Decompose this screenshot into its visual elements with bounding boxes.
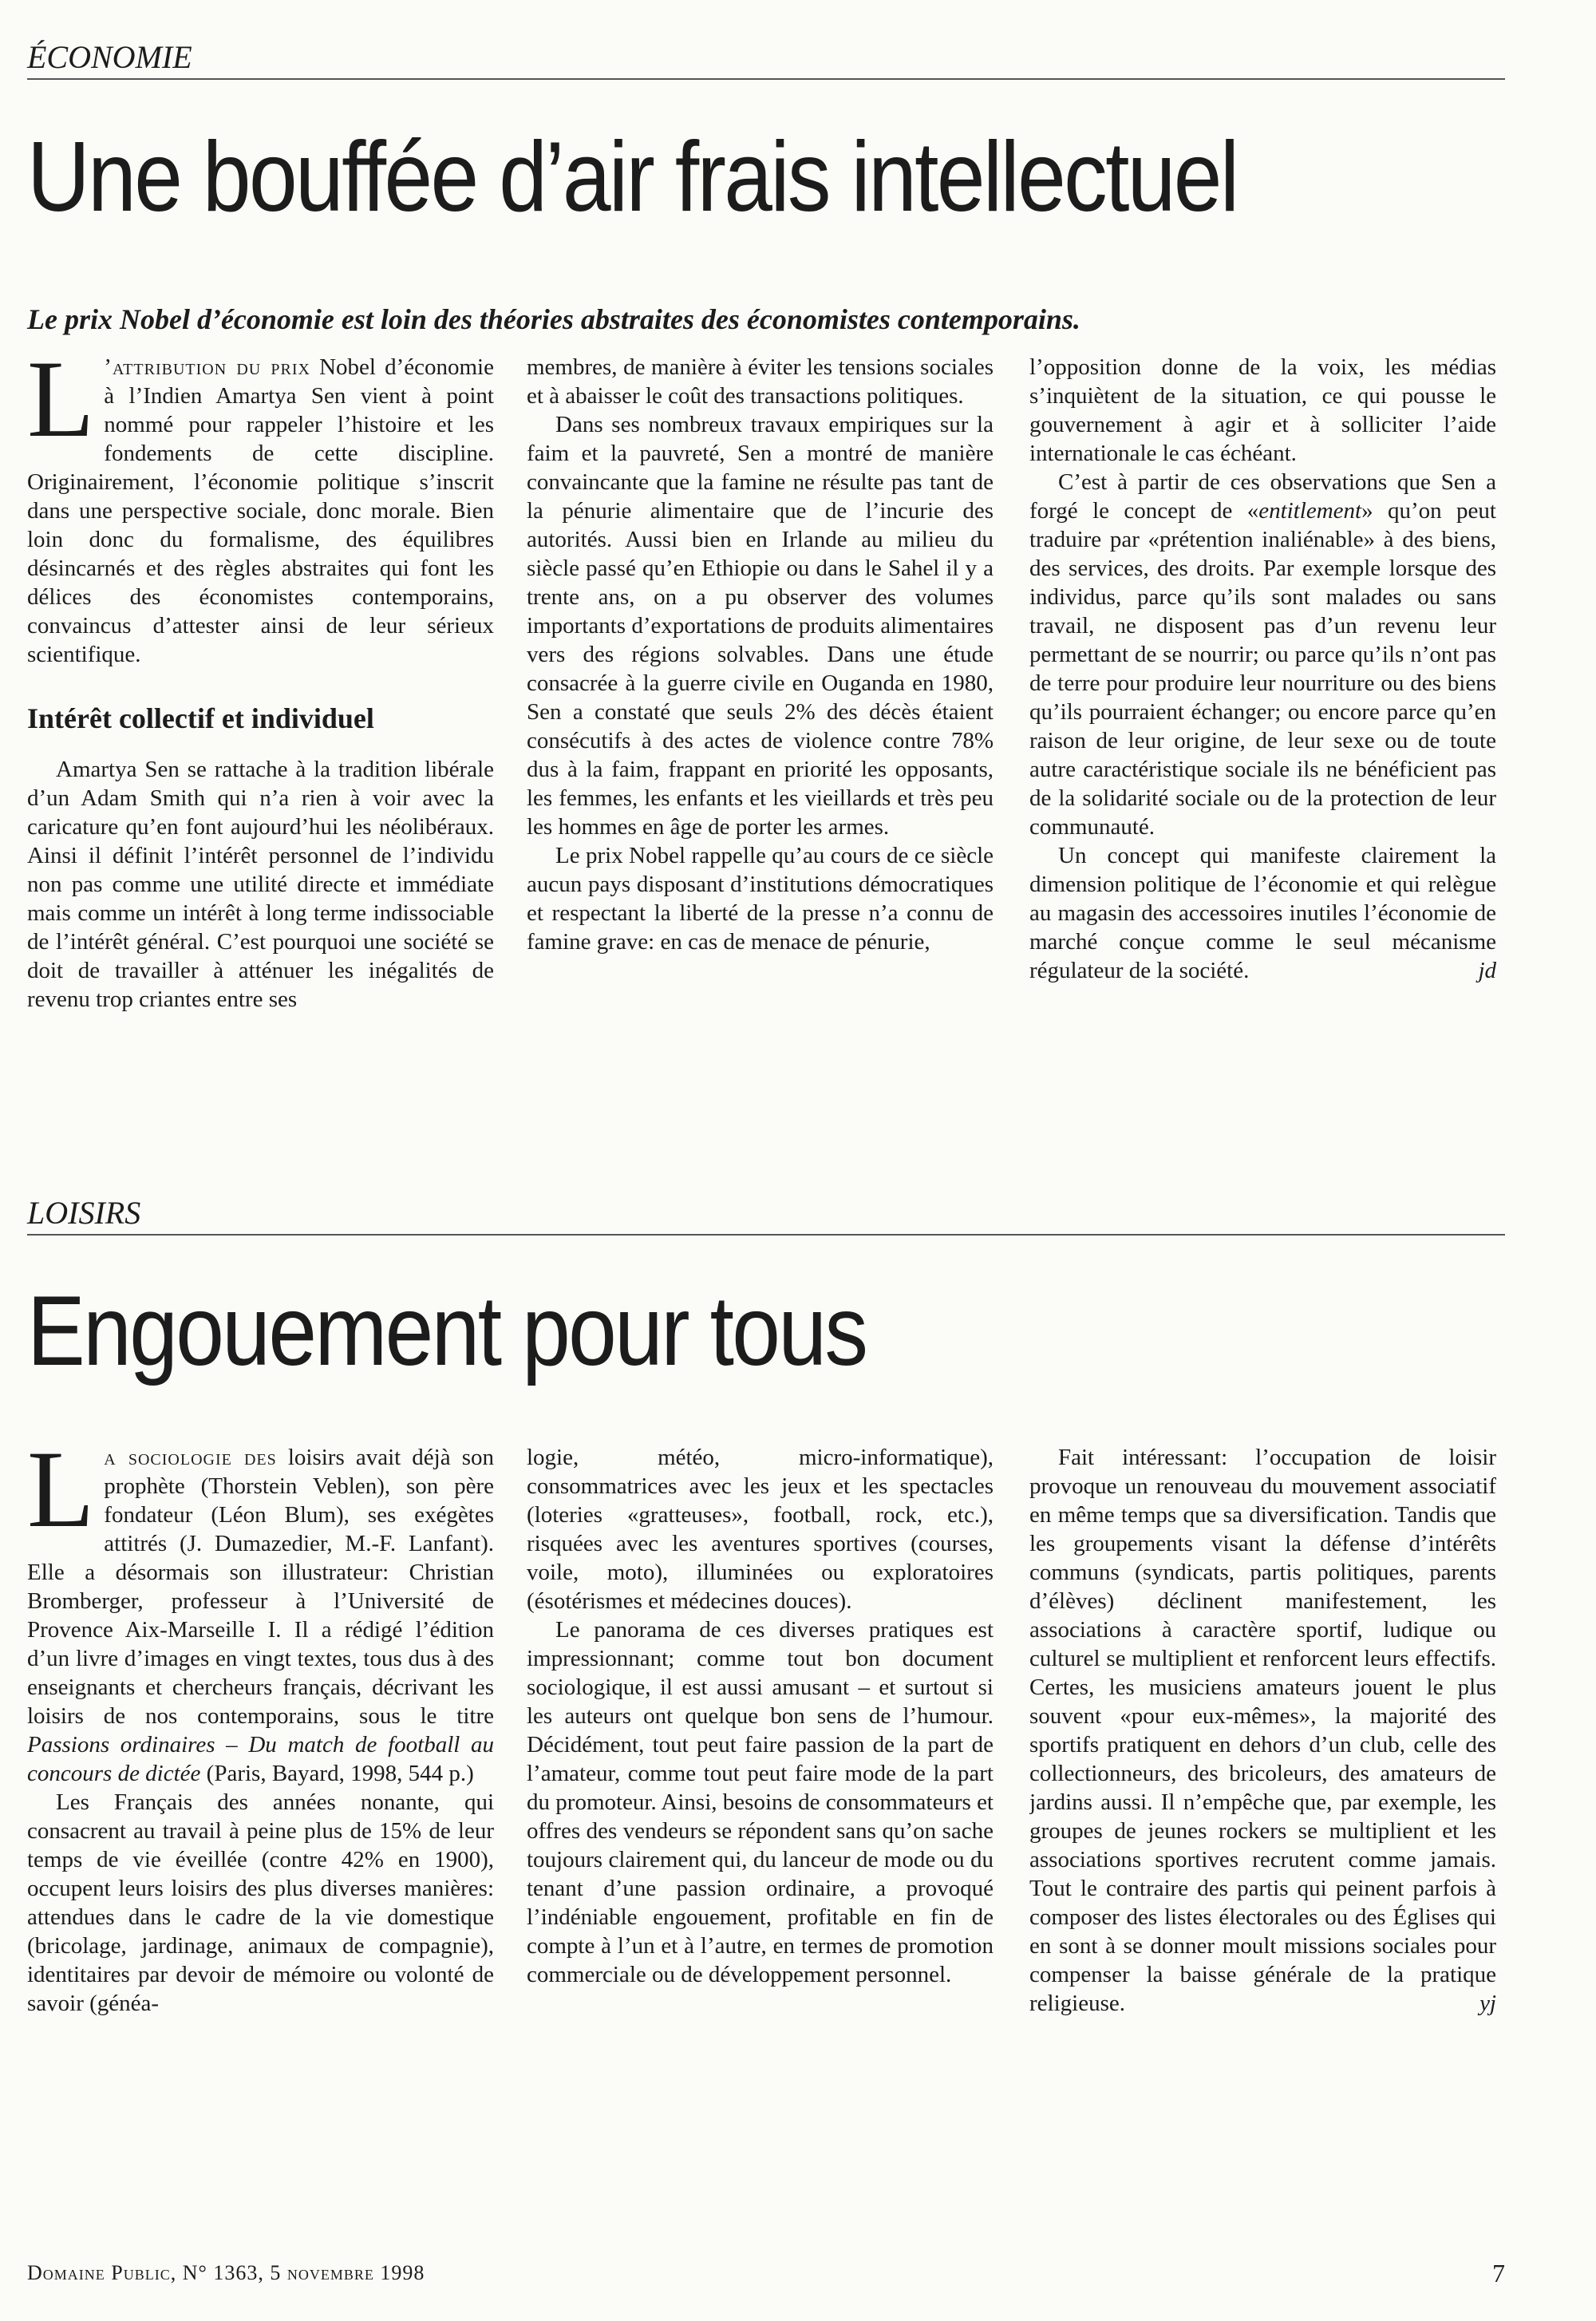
subheading: Intérêt collectif et individuel [27,702,374,734]
paragraph-text: loisirs avait déjà son prophète (Thorstein Veblen), son père fondateur (Léon Blum), ses exégètes attitrés (J. Dumazedier, M.-F. Lanfant). Elle a désormais son illustrateur: Christian Bromberger, professeur à l’Université de Provence Aix-Marseille I. Il a rédigé l’édition d’un livre d’images en vingt textes, tous dus à des enseignants et chercheurs français, décrivant les loisirs de nos contemporains, sous le titre [27,1445,494,1729]
lead-paragraph [27,1443,494,1788]
article-headline: Engouement pour tous [27,1276,867,1386]
section-rubric-loisirs: LOISIRS [27,1194,1505,1236]
paragraph [1029,1443,1496,2018]
section-rubric-economie: ÉCONOMIE [27,38,1505,80]
article2-column-2 [527,1443,994,2217]
book-title: Passions ordinaires – Du match de football au concours de dictée [27,1732,494,1786]
article-headline: Une bouffée d’air frais intellectuel [27,122,1238,232]
article1-column-2 [527,353,994,1184]
lead-paragraph [27,353,494,669]
paragraph-continued: logie, météo, micro-informatique), consommatrices avec les jeux et les spectacles (loteries «gratteuses», football, rock, etc.), risquées avec les aventures sportives (courses, voile, moto), illuminées ou exploratoires (ésotérismes et médecines douces). [527,1445,994,1614]
article2-column-1 [27,1443,494,2217]
lead-in-smallcaps: ’attribution du prix [104,354,310,380]
author-signature: jd [1478,958,1496,983]
paragraph-continued: l’opposition donne de la voix, les médias s’inquiètent de la situation, ce qui pousse le gouvernement à agir et à solliciter l’aide internationale le cas échéant. [1029,354,1496,466]
article2-column-3 [1029,1443,1496,2217]
emphasis-term: entitlement [1258,498,1362,524]
paragraph [1029,468,1496,841]
drop-cap: L [27,1443,95,1550]
paragraph-continued: membres, de manière à éviter les tensions sociales et à abaisser le coût des transactions politiques. [527,354,994,409]
paragraph: Le prix Nobel rappelle qu’au cours de ce siècle aucun pays disposant d’institutions démocratiques et respectant la liberté de la presse n’a connu de famine grave: en cas de menace de pénurie, [527,843,994,955]
paragraph: Le panorama de ces diverses pratiques est impressionnant; comme tout bon document sociologique, il est aussi amusant – et surtout si les auteurs ont quelque bon sens de l’humour. Décidément, tout peut faire passion de la part de l’amateur, comme tout peut faire mode de la part du promoteur. Ainsi, besoins de consommateurs et offres des vendeurs se répondent sans qu’on sache toujours clairement qui, du lanceur de mode ou du tenant d’une passion ordinaire, a provoqué l’indéniable engouement, profitable en fin de compte à l’un et à l’autre, en termes de promotion commerciale ou de développement personnel. [527,1617,994,1987]
page-number: 7 [1492,2259,1505,2287]
paragraph-text: Un concept qui manifeste clairement la dimension politique de l’économie et qui relègue au magasin des accessoires inutiles l’économie de marché conçue comme le seul mécanisme régulateur de la société. [1029,843,1496,983]
paragraph: Les Français des années nonante, qui consacrent au travail à peine plus de 15% de leur temps de vie éveillée (contre 42% en 1900), occupent leurs loisirs des plus diverses manières: attendues dans le cadre de la vie domestique (bricolage, jardinage, animaux de compagnie), identitaires par devoir de mémoire ou volonté de savoir (généa- [27,1789,494,2016]
paragraph-text: Nobel d’économie à l’Indien Amartya Sen vient à point nommé pour rappeler l’histoire et les fondements de cette discipline. Originairement, l’économie politique s’inscrit dans une perspective sociale, donc morale. Bien loin donc du formalisme, des équilibres désincarnés et des règles abstraites qui font les délices des économistes contemporains, convaincus d’attester ainsi de leur sérieux scientifique. [27,354,494,667]
paragraph: Dans ses nombreux travaux empiriques sur la faim et la pauvreté, Sen a montré de manière convaincante que la famine ne résulte pas tant de la pénurie alimentaire que de l’incurie des autorités. Aussi bien en Irlande au milieu du siècle passé qu’en Ethiopie ou dans le Sahel il y a trente ans, on a pu observer des volumes importants d’exportations de produits alimentaires vers des régions solvables. Dans une étude consacrée à la guerre civile en Ouganda en 1980, Sen a constaté que seuls 2% des décès étaient consécutifs à des actes de violence contre 78% dus à la faim, frappant en priorité les opposants, les femmes, les enfants et les vieillards et très peu les hommes en âge de porter les armes. [527,412,994,840]
lead-in-smallcaps: a sociologie des [104,1445,277,1470]
article1-column-1 [27,353,494,1127]
paragraph-text: Fait intéressant: l’occupation de loisir provoque un renouveau du mouvement associatif en même temps que sa diversification. Tandis que les groupements visant la défense d’intérêts communs (syndicats, partis politiques, parents d’élèves) déclinent manifestement, les associations à caractère sportif, ludique ou culturel se multiplient et renforcent leurs effectifs. Certes, les musiciens amateurs jouent le plus souvent «pour eux-mêmes», la majorité des sportifs pratiquent en dehors d’un club, celle des collectionneurs, des bricoleurs, des amateurs de jardins aussi. Il n’empêche que, par exemple, les groupes de jeunes rockers se multiplient et les associations sportives recrutent comme jamais. Tout le contraire des partis qui peinent parfois à composer des listes électorales ou des Églises qui en sont à se donner moult missions sociales pour compenser la baisse générale de la pratique religieuse. [1029,1445,1496,2016]
paragraph-text: C’est à partir de ces observations que Sen a forgé le concept de « [1029,469,1496,524]
page-footer [27,2260,1505,2286]
author-signature: yj [1479,1991,1496,2016]
drop-cap: L [27,353,95,460]
paragraph: Amartya Sen se rattache à la tradition libérale d’un Adam Smith qui n’a rien à voir avec la caricature qu’en font aujourd’hui les néolibéraux. Ainsi il définit l’intérêt personnel de l’individu non pas comme une utilité directe et immédiate mais comme un intérêt à long terme indissociable de l’intérêt général. C’est pourquoi une société se doit de travailler à atténuer les inégalités de revenu trop criantes entre ses [27,757,494,1012]
paragraph-text: » qu’on peut traduire par «prétention inaliénable» à des biens, des services, des droits. Par exemple lorsque des individus, parce qu’ils sont malades ou sans travail, ne disposent pas d’un revenu leur permettant de se nourrir; ou parce qu’ils n’ont pas de terre pour produire leur nourriture ou des biens qu’ils pourraient échanger; ou encore parce qu’en raison de leur origine, de leur sexe ou de toute autre caractéristique sociale ils ne bénéficient pas de la solidarité sociale ou de la protection de leur communauté. [1029,498,1496,840]
article-standfirst: Le prix Nobel d’économie est loin des théories abstraites des économistes contemporains. [27,303,1080,335]
publication-info: Domaine Public, N° 1363, 5 novembre 1998 [27,2261,425,2284]
paragraph-text: (Paris, Bayard, 1998, 544 p.) [200,1761,474,1786]
paragraph [1029,841,1496,985]
article1-column-3 [1029,353,1496,1184]
